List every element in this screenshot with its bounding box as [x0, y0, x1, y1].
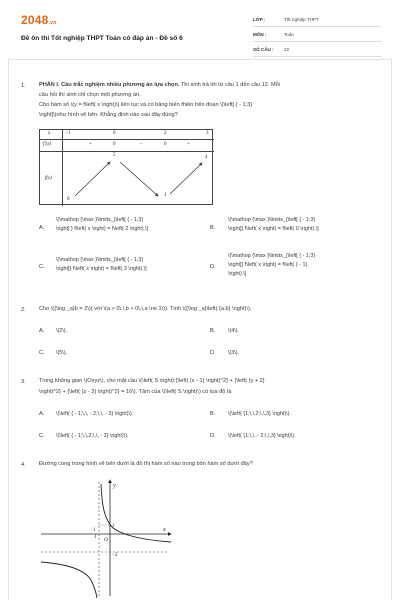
table-fprime-value: + [187, 142, 190, 147]
origin-label: O [104, 537, 108, 543]
option-letter[interactable]: C. [39, 350, 45, 356]
meta-key: SỐ CÂU : [253, 47, 274, 52]
y-tick-label: −2 [112, 553, 118, 558]
question-number: 2. [21, 307, 26, 313]
meta-value: Tốt nghiệp THPT [284, 17, 319, 22]
option-d-text[interactable]: \(\mathop {\max }\limits_{\left[ { - 1;3} \right]} f\left( x \right) = f\left( { - 1} \right).\] [228, 253, 316, 277]
option-d-text[interactable]: \(\left( {1;\,\, - 2;\,\,3} \right)\). [228, 433, 296, 439]
y-axis-label: y [113, 483, 116, 489]
table-f-label: f(x) [45, 176, 52, 181]
option-letter[interactable]: C. [39, 433, 45, 439]
table-f-value: 5 [113, 153, 116, 158]
option-letter[interactable]: D. [210, 433, 216, 439]
table-x-label: x [48, 131, 51, 136]
function-graph [39, 478, 189, 600]
table-fprime-value: + [89, 142, 92, 147]
meta-row-count [253, 44, 381, 57]
table-fprime-value: 0 [113, 142, 116, 147]
meta-key: LỚP : [253, 17, 266, 22]
option-c-text[interactable]: \(\mathop {\max }\limits_{\left[ { - 1;3} \right]} f\left( x \right) = f\left( 3 \right).\] [56, 257, 147, 272]
question-2-text: Cho \({\log _a}b = 2\)( với \(a > 0\,\,b > 0\,\,a \ne 1\)). Tính \({\log _a}\left( {a.b} \right)\). [39, 306, 252, 312]
variation-arrows [40, 130, 214, 206]
option-b-text[interactable]: \(\mathop {\max }\limits_{\left[ { - 1;3} \right]} f\left( x \right) = f\left( 0 \right).\] [228, 217, 319, 232]
question-1-line-4: \right]\)như hình vẽ bên. Khẳng định nào sau đây đúng? [39, 112, 178, 118]
question-1-line-2: câu hỏi thí sinh chỉ chọn một phương án. [39, 92, 141, 98]
variation-table [39, 129, 213, 205]
option-letter[interactable]: A. [39, 411, 45, 417]
option-letter[interactable]: A. [39, 328, 45, 334]
table-fprime-label: f′(x) [43, 142, 52, 147]
meta-value: Toán [284, 32, 294, 37]
x-tick-label: −1 [90, 528, 96, 533]
table-x-value: −1 [65, 131, 71, 136]
question-1-line-1: PHẦN I. Câu trắc nghiệm nhiều phương án lựa chọn. Thí sinh trả lời từ câu 1 đến câu 12. Mỗi [39, 82, 281, 88]
option-letter[interactable]: C. [39, 264, 45, 270]
option-letter[interactable]: B. [210, 225, 216, 231]
question-3-line-2: \right)^2} + {\left( {z - 3} \right)^2} = 16\). Tâm của \(\left( S \right)\) có tọa độ là [39, 389, 232, 395]
option-letter[interactable]: A. [39, 225, 45, 231]
question-number: 3. [21, 379, 26, 385]
question-number: 1. [21, 83, 26, 89]
option-a-text[interactable]: \(\mathop {\max }\limits_{\left[ { - 1;3} \right] } f\left( x \right) = f\left( 2 \right).\] [56, 217, 149, 232]
option-a-text[interactable]: \(\left( { - 1;\,\, - 2;\,\, - 3} \right)\). [56, 411, 134, 417]
question-4-text: Đường cong trong hình vẽ bên dưới là đồ thị hàm số nào trong bốn hàm số dưới đây? [39, 461, 253, 467]
option-c-text[interactable]: \(5\). [56, 350, 68, 356]
meta-value: 22 [284, 47, 290, 52]
table-x-value: 2 [164, 131, 167, 136]
curve-right-branch [101, 484, 171, 542]
option-d-text[interactable]: \(3\). [228, 350, 240, 356]
option-letter[interactable]: B. [210, 411, 216, 417]
question-1-line-3: Cho hàm số \(y = f\left( x \right)\) liên tục và có bảng biến thiên trên đoạn \(\left[ { - 1;3} [39, 102, 253, 108]
table-x-value: 3 [206, 131, 209, 136]
table-fprime-value: − [140, 142, 143, 147]
option-letter[interactable]: D. [210, 350, 216, 356]
option-c-text[interactable]: \(\left( { - 1;\,\,2;\,\, - 3} \right)\). [56, 433, 129, 439]
y-tick-label: 1 [112, 524, 115, 529]
question-number: 4. [21, 462, 26, 468]
option-b-text[interactable]: \(4\). [228, 328, 240, 334]
option-a-text[interactable]: \(2\). [56, 328, 68, 334]
exam-meta [253, 14, 381, 59]
table-fprime-value: 0 [164, 142, 167, 147]
option-b-text[interactable]: \(\left( {1;\,\,2;\,\,3} \right)\). [228, 411, 291, 417]
y-tick-label: 1 [94, 535, 97, 540]
x-axis-label: x [163, 527, 166, 533]
site-logo[interactable]: 2048.vn [21, 13, 57, 27]
option-letter[interactable]: D. [210, 264, 216, 270]
question-3-line-1: Trong không gian \(Oxyz\), cho mặt cầu \(\left( S \right):{\left( {x - 1} \right)^2} + {\left( {y + 2} [39, 378, 265, 384]
table-f-value: 4 [205, 155, 208, 160]
meta-row-class [253, 14, 381, 27]
curve-left-branch [41, 562, 97, 598]
table-f-value: 1 [164, 193, 167, 198]
table-f-value: 0 [67, 197, 70, 202]
meta-key: MÔN : [253, 32, 267, 37]
page-title: Đề ôn thi Tốt nghiệp THPT Toán có đáp án - Đề số 6 [21, 35, 183, 42]
meta-row-subject [253, 29, 381, 42]
option-letter[interactable]: B. [210, 328, 216, 334]
table-x-value: 0 [113, 131, 116, 136]
